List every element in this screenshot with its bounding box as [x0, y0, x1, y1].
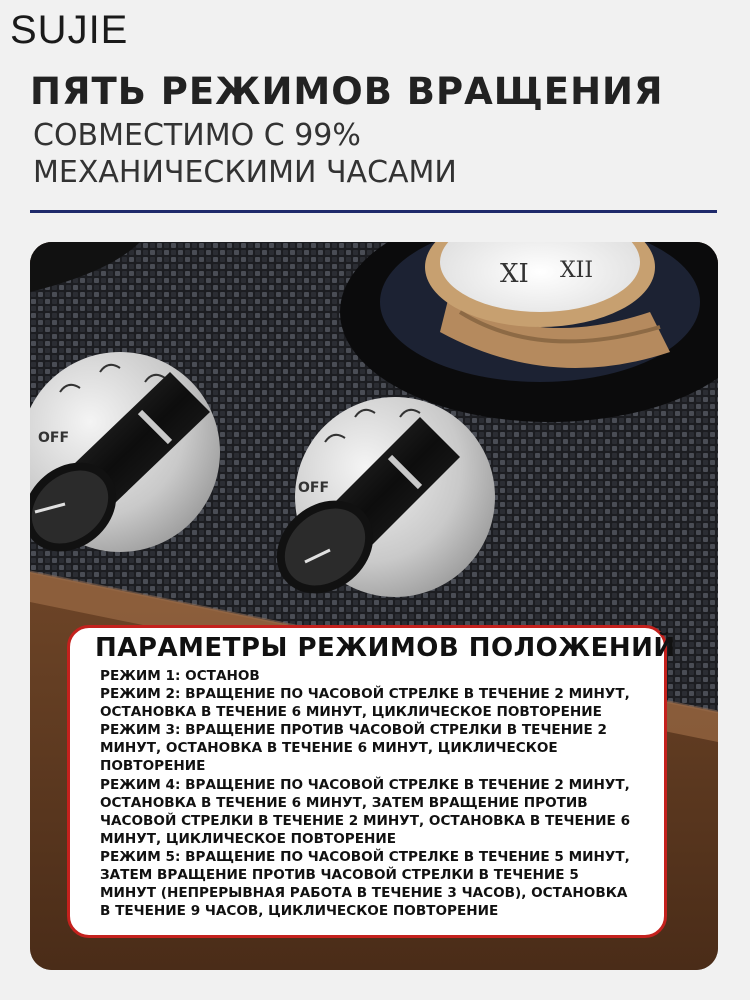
mode-parameters-list [100, 667, 680, 920]
mode-parameters-title: ПАРАМЕТРЫ РЕЖИМОВ ПОЛОЖЕНИЙ [95, 633, 676, 663]
dial-numeral-center: XII [560, 258, 594, 283]
mode-line: В ТЕЧЕНИЕ 9 ЧАСОВ, ЦИКЛИЧЕСКОЕ ПОВТОРЕНИЕ [100, 903, 499, 920]
subtitle-line-1: СОВМЕСТИМО С 99% [33, 118, 361, 153]
mode-line: МИНУТ, ЦИКЛИЧЕСКОЕ ПОВТОРЕНИЕ [100, 830, 397, 847]
mode-line: РЕЖИМ 5: ВРАЩЕНИЕ ПО ЧАСОВОЙ СТРЕЛКЕ В ТЕЧЕНИЕ 5 МИНУТ, [100, 848, 630, 865]
brand-logo: SUJIE [10, 8, 129, 52]
page-subtitle [33, 117, 633, 191]
mode-line: РЕЖИМ 1: ОСТАНОВ [100, 668, 260, 684]
title-divider [30, 210, 717, 213]
mode-line: МИНУТ (НЕПРЕРЫВНАЯ РАБОТА В ТЕЧЕНИЕ 3 ЧАСОВ), ОСТАНОВКА [100, 885, 628, 902]
mode-line: ПОВТОРЕНИЕ [100, 758, 206, 775]
subtitle-line-2: МЕХАНИЧЕСКИМИ ЧАСАМИ [33, 155, 457, 190]
mode-line: ЗАТЕМ ВРАЩЕНИЕ ПРОТИВ ЧАСОВОЙ СТРЕЛКИ В ТЕЧЕНИЕ 5 [100, 867, 579, 884]
right-off-label: OFF [298, 480, 330, 496]
mode-line: РЕЖИМ 3: ВРАЩЕНИЕ ПРОТИВ ЧАСОВОЙ СТРЕЛКИ В ТЕЧЕНИЕ 2 [100, 722, 607, 739]
left-off-label: OFF [38, 430, 70, 446]
mode-line: ОСТАНОВКА В ТЕЧЕНИЕ 6 МИНУТ, ЦИКЛИЧЕСКОЕ ПОВТОРЕНИЕ [100, 704, 602, 721]
mode-line: РЕЖИМ 2: ВРАЩЕНИЕ ПО ЧАСОВОЙ СТРЕЛКЕ В ТЕЧЕНИЕ 2 МИНУТ, [100, 686, 630, 703]
page-title: ПЯТЬ РЕЖИМОВ ВРАЩЕНИЯ [30, 70, 664, 113]
mode-line: РЕЖИМ 4: ВРАЩЕНИЕ ПО ЧАСОВОЙ СТРЕЛКЕ В ТЕЧЕНИЕ 2 МИНУТ, [100, 776, 630, 793]
mode-line: ОСТАНОВКА В ТЕЧЕНИЕ 6 МИНУТ, ЗАТЕМ ВРАЩЕНИЕ ПРОТИВ [100, 794, 588, 811]
dial-numeral-left: XI [500, 259, 529, 289]
mode-line: ЧАСОВОЙ СТРЕЛКИ В ТЕЧЕНИЕ 2 МИНУТ, ОСТАНОВКА В ТЕЧЕНИЕ 6 [100, 812, 631, 829]
mode-line: МИНУТ, ОСТАНОВКА В ТЕЧЕНИЕ 6 МИНУТ, ЦИКЛИЧЕСКОЕ [100, 740, 558, 757]
